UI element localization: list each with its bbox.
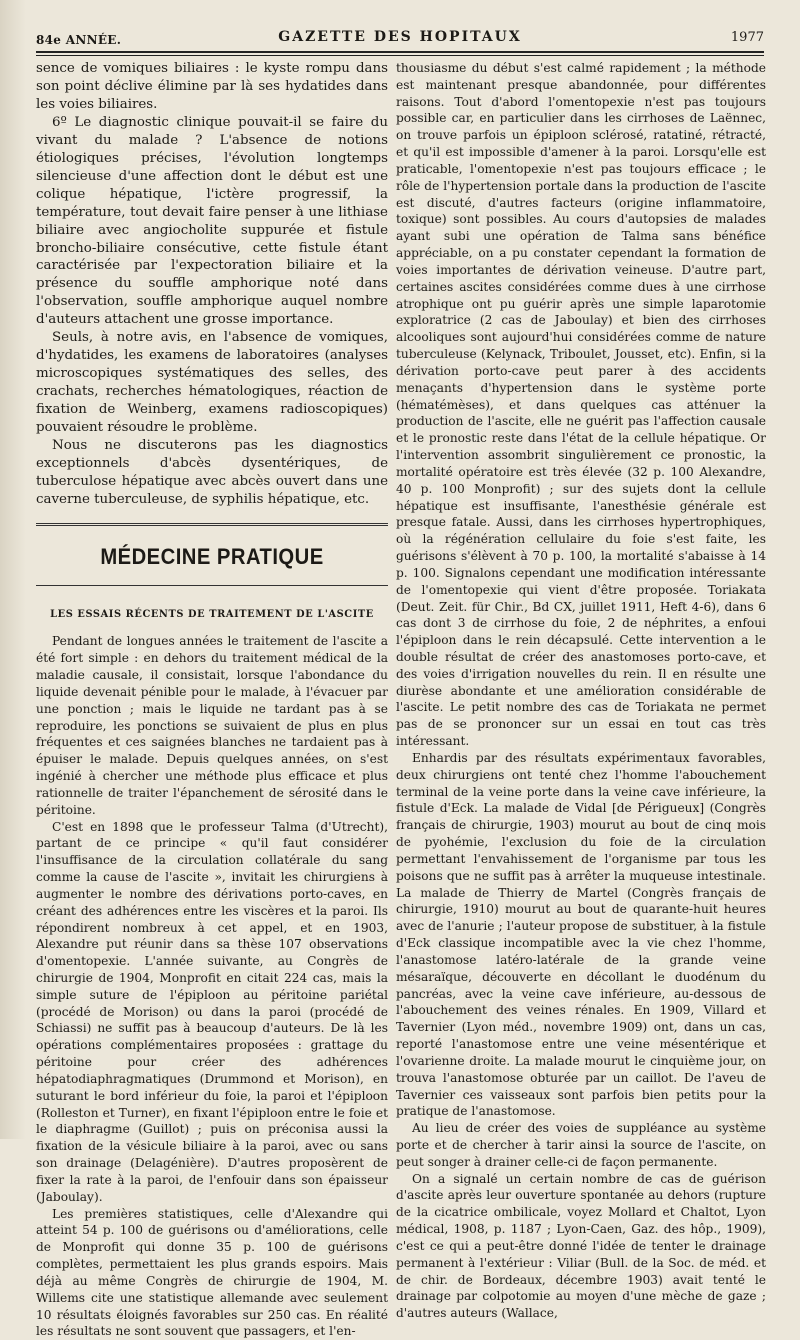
left-column (36, 60, 388, 1340)
paragraph: Seuls, à notre avis, en l'absence de vomiques, d'hydatides, les examens de laboratoires (analyses microscopiques systématiques des selles, des crachats, recherches hématologiques, réaction de fixation de Weinberg, examens radioscopiques) pouvaient résoudre le problème. (36, 330, 388, 436)
article-body-left (36, 633, 388, 1340)
previous-article-end (36, 60, 388, 509)
header-page-number: 1977 (730, 30, 764, 45)
paragraph: thousiasme du début s'est calmé rapidement ; la méthode est maintenant presque abandonnée, pour différentes raisons. Tout d'abord l'omentopexie n'est pas toujours possible car, en particulier dans les cirrhoses de Laënnec, on trouve parfois un épiploon sclérosé, ratatiné, rétracté, et qu'il est impossible d'amener à la paroi. Lorsqu'elle est praticable, l'omentopexie n'est pas toujours efficace ; le rôle de l'hypertension portale dans la production de l'ascite est discuté, d'autres facteurs (origine inflammatoire, toxique) sont possibles. Au cours d'autopsies de malades ayant subi une opération de Talma sans bénéfice appréciable, on a pu constater cependant la formation de voies importantes de dérivation veineuse. D'autre part, certaines ascites considérées comme dues à une cirrhose atrophique ont pu guérir après une simple laparotomie exploratrice (2 cas de Jaboulay) et bien des cirrhoses alcooliques sont aujourd'hui considérées comme de nature tuberculeuse (Kelynack, Triboulet, Jousset, etc). Enfin, si la dérivation porto-cave peut parer à des accidents menaçants d'hypertension dans le système porte (hématémèses), et dans quelques cas atténuer la production de l'ascite, elle ne guérit pas l'affection causale et le pronostic reste dans l'état de la cellule hépatique. Or l'intervention assombrit singulièrement ce pronostic, la mortalité opératoire est très élevée (32 p. 100 Alexandre, 40 p. 100 Monprofit) ; sur des sujets dont la cellule hépatique est insuffisante, l'anesthésie générale est presque fatale. Aussi, dans les cirrhoses hypertrophiques, où la régénération cellulaire du foie s'est faite, les guérisons s'élèvent à 70 p. 100, la mortalité s'abaisse à 14 p. 100. Signalons cependant une modification intéressante de l'omentopexie qui vient d'être proposée. Toriakata (Deut. Zeit. für Chir., Bd CX, juillet 1911, Heft 4-6), dans 6 cas dont 3 de cirrhose du foie, 2 de néphrites, a enfoui l'épiploon dans le rein décapsulé. Cette intervention a le double résultat de créer des anastomoses porto-cave, et des voies d'irrigation nouvelles du rein. Il en résulte une diurèse abondante et une amélioration considérable de l'ascite. Le petit nombre des cas de Toriakata ne permet pas de se prononcer sur un essai en tout cas très intéressant. (396, 61, 766, 749)
paragraph: Les premières statistiques, celle d'Alexandre qui atteint 54 p. 100 de guérisons ou d'améliorations, celle de Monprofit qui donne 35 p. 100 de guérisons complètes, permettaient les plus grands espoirs. Mais déjà au même Congrès de chirurgie de 1904, M. Willems cite une statistique allemande avec seulement 10 résultats éloignés favorables sur 250 cas. En réalité les résultats ne sont souvent que passagers, et l'en- (36, 1206, 388, 1339)
paragraph: C'est en 1898 que le professeur Talma (d'Utrecht), partant de ce principe « qu'il faut considérer l'insuffisance de la circulation collatérale du sang comme la cause de l'ascite », invitait les chirurgiens à augmenter le nombre des dérivations porto-caves, en créant des adhérences entre les viscères et la paroi. Ils répondirent nombreux à cet appel, et en 1903, Alexandre put réunir dans sa thèse 107 observations d'omentopexie. L'année suivante, au Congrès de chirurgie de 1904, Monprofit en citait 224 cas, mais la simple suture de l'épiploon au péritoine pariétal (procédé de Morison) ou dans la paroi (procédé de Schiassi) ne suffit pas à beaucoup d'auteurs. De là les opérations complémentaires proposées : grattage du péritoine pour créer des adhérences hépatodiaphragmatiques (Drummond et Morison), en suturant le bord inférieur du foie, la paroi et l'épiploon (Rolleston et Turner), en fixant l'épiploon entre le foie et le diaphragme (Guillot) ; puis on préconisa aussi la fixation de la vésicule biliaire à la paroi, avec ou sans son drainage (Delagénière). D'autres proposèrent de fixer la rate à la paroi, de l'enfouir dans son épaisseur (Jaboulay). (36, 819, 388, 1204)
section-title: MÉDECINE PRATIQUE (100, 543, 324, 569)
paragraph: Nous ne discuterons pas les diagnostics exceptionnels d'abcès dysentériques, de tuberculose hépatique avec abcès ouvert dans une caverne tuberculeuse, de syphilis hépatique, etc. (36, 438, 388, 507)
section-divider-thin (36, 585, 388, 586)
header-rule (36, 51, 764, 53)
paragraph: Pendant de longues années le traitement de l'ascite a été fort simple : en dehors du traitement médical de la maladie causale, il consistait, lorsque l'abondance du liquide devenait pénible pour le malade, à l'évacuer par une ponction ; mais le liquide ne tardant pas à se reproduire, les ponctions se suivaient de plus en plus fréquentes et ces saignées blanches ne tardaient pas à épuiser le malade. Depuis quelques années, on s'est ingénié à chercher une méthode plus efficace et plus rationnelle de traiter l'épanchement de sérosité dans le péritoine. (36, 634, 388, 817)
paragraph: Enhardis par des résultats expérimentaux favorables, deux chirurgiens ont tenté chez l'homme l'abouchement terminal de la veine porte dans la veine cave inférieure, la fistule d'Eck. La malade de Vidal [de Périgueux] (Congrès français de chirurgie, 1903) mourut au bout de cinq mois de pyohémie, l'exclusion du foie de la circulation permettant l'envahissement de l'organisme par tous les poisons que ne suffit pas à arrêter la muqueuse intestinale. La malade de Thierry de Martel (Congrès français de chirurgie, 1910) mourut au bout de quarante-huit heures avec de l'anurie ; l'auteur propose de substituer, à la fistule d'Eck classique incompatible avec la vie chez l'homme, l'anastomose latéro-latérale de la grande veine mésaraïque, découverte en décollant le duodénum du pancréas, avec la veine cave inférieure, au-dessous de l'abouchement des veines rénales. En 1909, Villard et Tavernier (Lyon méd., novembre 1909) ont, dans un cas, reporté l'anastomose entre une veine mésentérique et l'ovarienne droite. La malade mourut le cinquième jour, on trouva l'anastomose obturée par un caillot. De l'aveu de Tavernier ces vaisseaux sont parfois bien petits pour la pratique de l'anastomose. (396, 750, 766, 1119)
page-edge-shadow (0, 0, 26, 1139)
paragraph: On a signalé un certain nombre de cas de guérison d'ascite après leur ouverture spontanée au dehors (rupture de la cicatrice ombilicale, voyez Mollard et Chaltot, Lyon médical, 1908, p. 1187 ; Lyon-Caen, Gaz. des hôp., 1909), c'est ce qui a peut-être donné l'idée de tenter le drainage permanent à l'extérieur : Viliar (Bull. de la Soc. de méd. et de chir. de Bordeaux, décembre 1903) avait tenté le drainage par colpotomie au moyen d'une mèche de gaze ; d'autres auteurs (Wallace, (396, 1171, 766, 1321)
paragraph: sence de vomiques biliaires : le kyste rompu dans son point déclive élimine par là ses hydatides dans les voies biliaires. (36, 61, 388, 112)
section-divider (36, 523, 388, 526)
header-journal-title: GAZETTE DES HOPITAUX (278, 29, 522, 45)
paragraph: Au lieu de créer des voies de suppléance au système porte et de chercher à tarir ainsi la source de l'ascite, on peut songer à drainer celle-ci de façon permanente. (396, 1121, 766, 1169)
header-rule-thin (36, 55, 764, 56)
header-volume: 84e ANNÉE. (36, 33, 122, 47)
right-column (396, 60, 766, 1322)
article-title: LES ESSAIS RÉCENTS DE TRAITEMENT DE L'ASCITE (50, 609, 374, 621)
paragraph: 6º Le diagnostic clinique pouvait-il se faire du vivant du malade ? L'absence de notions étiologiques précises, l'évolution longtemps silencieuse d'une affection dont le début est une colique hépatique, l'ictère progressif, la température, tout devait faire penser à une lithiase biliaire avec angiocholite suppurée et fistule broncho-biliaire consécutive, cette fistule étant caractérisée par l'expectoration biliaire et la présence du souffle amphorique noté dans l'observation, souffle amphorique auquel nombre d'auteurs attachent une grosse importance. (36, 114, 388, 328)
running-header (36, 27, 764, 49)
